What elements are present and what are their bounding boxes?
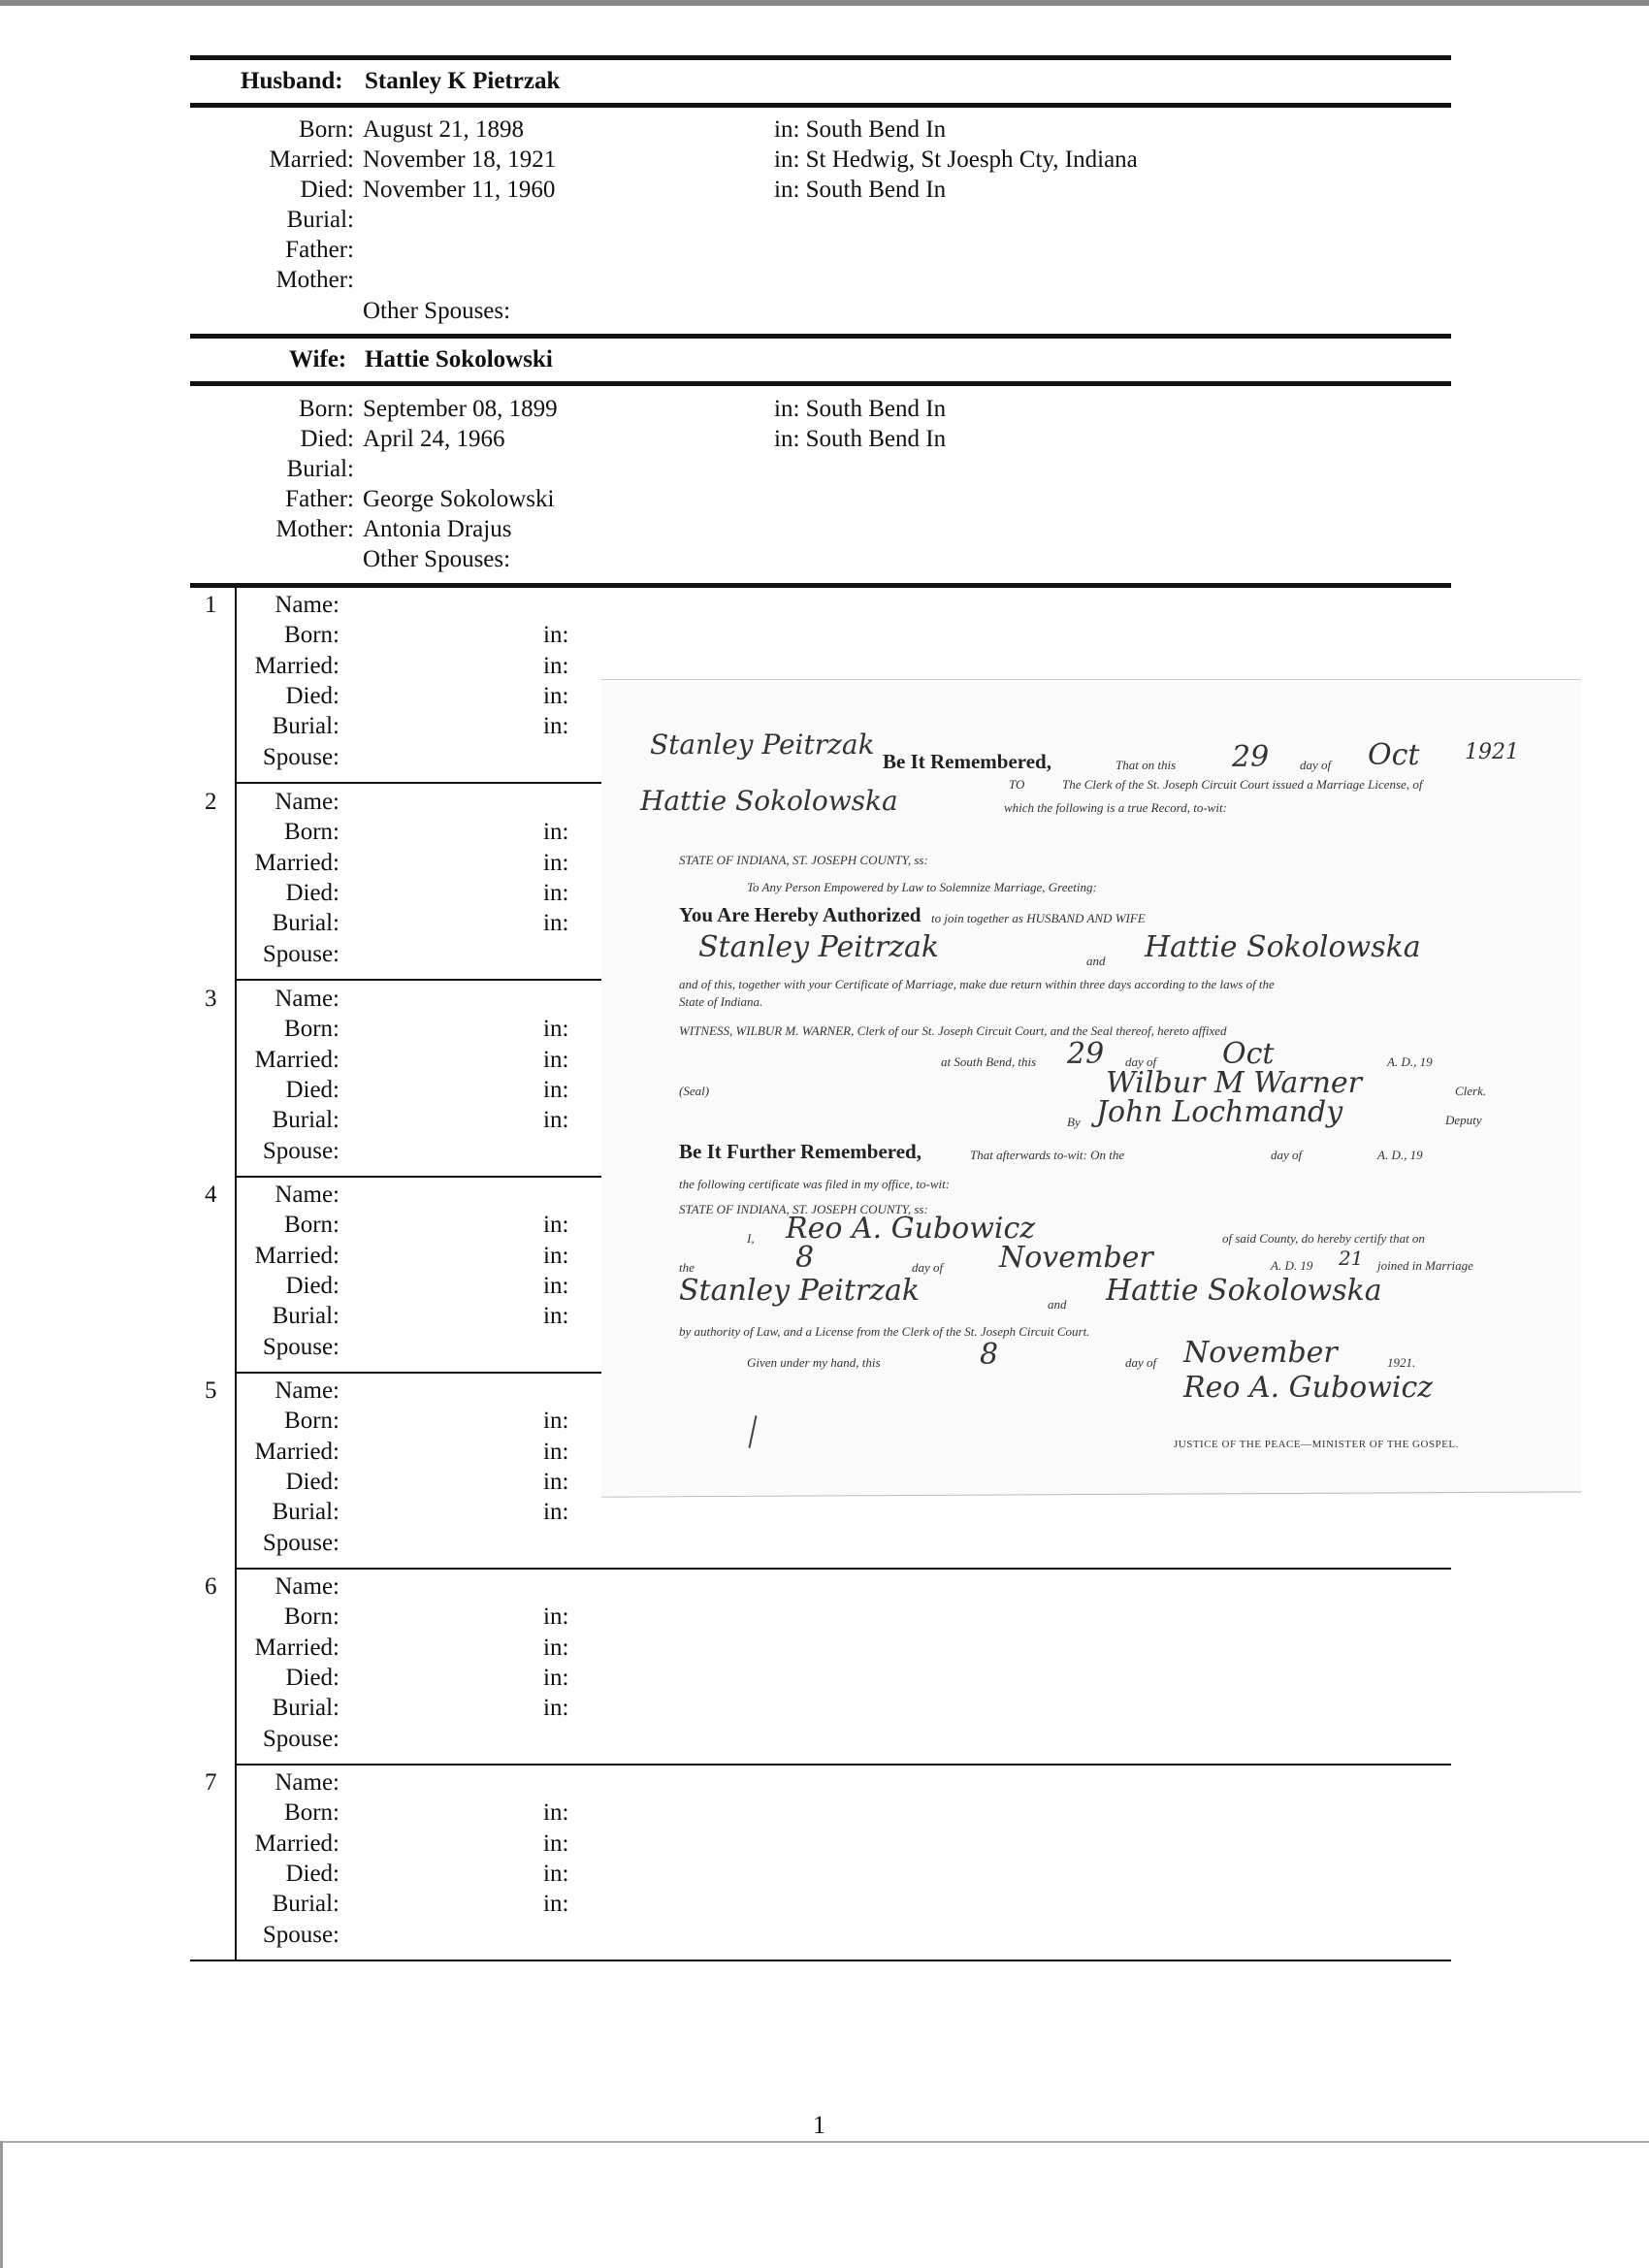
- child-spouse-label: Spouse:: [262, 1725, 340, 1752]
- wife-died-place: in: South Bend In: [774, 426, 947, 452]
- husband-burial-label: Burial:: [286, 207, 354, 233]
- child-married-label: Married:: [254, 1242, 340, 1269]
- child-number: 4: [205, 1182, 217, 1208]
- child-born-in-label: in:: [543, 1212, 569, 1239]
- child-married-in-label: in:: [543, 1242, 569, 1269]
- child-block-rule: [235, 1568, 1451, 1570]
- marriage-certificate: [601, 679, 1581, 1495]
- husband-top-rule: [190, 55, 1451, 60]
- child-married-in-label: in:: [543, 1634, 569, 1661]
- child-burial-label: Burial:: [272, 1695, 340, 1722]
- cert-ad-2: A. D. 19: [1271, 1258, 1313, 1273]
- child-died-in-label: in:: [543, 1468, 569, 1495]
- child-died-in-label: in:: [543, 1860, 569, 1887]
- child-married-label: Married:: [254, 652, 340, 679]
- cert-day-of: day of: [1300, 758, 1332, 772]
- child-spouse-label: Spouse:: [262, 1333, 340, 1360]
- scan-bottom-edge: [0, 2141, 1649, 2143]
- child-married-in-label: in:: [543, 1438, 569, 1465]
- child-block-rule: [235, 1764, 1451, 1766]
- husband-name: Stanley K Pietrzak: [365, 68, 561, 94]
- husband-other-spouses-label: Other Spouses:: [363, 298, 511, 324]
- cert-state-2: STATE OF INDIANA, ST. JOSEPH COUNTY, ss:: [679, 1202, 928, 1216]
- child-name-label: Name:: [275, 986, 340, 1012]
- cert-hand-day3: 8: [980, 1338, 999, 1372]
- cert-and-2: and: [1048, 1297, 1067, 1312]
- wife-label: Wife:: [289, 346, 347, 373]
- child-number: 5: [205, 1377, 217, 1404]
- husband-married-label: Married:: [269, 146, 354, 173]
- child-born-label: Born:: [284, 1212, 340, 1239]
- child-married-in-label: in:: [543, 1046, 569, 1073]
- child-married-label: Married:: [254, 849, 340, 876]
- child-spouse-label: Spouse:: [262, 940, 340, 967]
- child-born-label: Born:: [284, 1016, 340, 1043]
- child-died-label: Died:: [285, 1468, 340, 1495]
- child-died-in-label: in:: [543, 1076, 569, 1103]
- child-died-in-label: in:: [543, 1664, 569, 1691]
- child-name-label: Name:: [275, 1182, 340, 1208]
- child-born-label: Born:: [284, 1799, 340, 1827]
- child-died-label: Died:: [285, 682, 340, 709]
- cert-hand-minister-sig: Reo A. Gubowicz: [1183, 1371, 1434, 1405]
- child-died-label: Died:: [285, 1272, 340, 1299]
- wife-bottom-rule: [190, 381, 1451, 386]
- husband-died: November 11, 1960: [363, 177, 556, 203]
- child-burial-label: Burial:: [272, 910, 340, 937]
- husband-married: November 18, 1921: [363, 146, 557, 173]
- child-born-label: Born:: [284, 622, 340, 649]
- husband-born: August 21, 1898: [363, 116, 524, 143]
- cert-further-b: That afterwards to-wit: On the: [970, 1148, 1125, 1162]
- child-burial-label: Burial:: [272, 1107, 340, 1134]
- child-married-in-label: in:: [543, 652, 569, 679]
- child-name-label: Name:: [275, 1769, 340, 1796]
- child-born-in-label: in:: [543, 819, 569, 846]
- cert-deputy: Deputy: [1445, 1113, 1482, 1127]
- child-burial-in-label: in:: [543, 1499, 569, 1526]
- cert-true-record: which the following is a true Record, to-wit:: [1004, 800, 1227, 815]
- child-born-in-label: in:: [543, 1799, 569, 1827]
- wife-father: George Sokolowski: [363, 486, 555, 512]
- child-died-label: Died:: [285, 1664, 340, 1691]
- cert-by: By: [1067, 1115, 1081, 1129]
- cert-authority: by authority of Law, and a License from the Clerk of the St. Joseph Circuit Court.: [679, 1324, 1090, 1339]
- cert-justice: JUSTICE OF THE PEACE—MINISTER OF THE GOSPEL.: [1174, 1439, 1459, 1450]
- child-born-label: Born:: [284, 1408, 340, 1435]
- wife-born-place: in: South Bend In: [774, 396, 947, 422]
- child-spouse-label: Spouse:: [262, 743, 340, 770]
- wife-burial-label: Burial:: [286, 456, 354, 482]
- wife-name: Hattie Sokolowski: [365, 346, 553, 373]
- child-burial-in-label: in:: [543, 713, 569, 740]
- cert-and: and: [1086, 954, 1106, 968]
- wife-father-label: Father:: [285, 486, 354, 512]
- cert-the: the: [679, 1260, 695, 1275]
- child-born-in-label: in:: [543, 1016, 569, 1043]
- wife-mother-label: Mother:: [275, 516, 354, 542]
- child-number: 2: [205, 789, 217, 815]
- child-number: 7: [205, 1769, 217, 1796]
- child-married-label: Married:: [254, 1438, 340, 1465]
- cert-state-1: STATE OF INDIANA, ST. JOSEPH COUNTY, ss:: [679, 853, 928, 867]
- child-died-label: Died:: [285, 1076, 340, 1103]
- cert-clerk: Clerk.: [1455, 1084, 1487, 1098]
- cert-day1: 29: [1232, 740, 1270, 774]
- child-born-label: Born:: [284, 819, 340, 846]
- child-born-label: Born:: [284, 1604, 340, 1631]
- child-married-label: Married:: [254, 1830, 340, 1857]
- cert-hand-year2: 21: [1339, 1247, 1364, 1270]
- wife-other-spouses-label: Other Spouses:: [363, 546, 511, 572]
- child-burial-label: Burial:: [272, 1303, 340, 1330]
- cert-authorized: You Are Hereby Authorized: [679, 903, 922, 926]
- cert-i: I,: [747, 1231, 755, 1246]
- child-number: 1: [205, 592, 217, 618]
- cert-at-south-bend: at South Bend, this: [941, 1054, 1037, 1069]
- cert-hand-clerk: Wilbur M Warner: [1106, 1066, 1363, 1100]
- wife-top-rule: [190, 334, 1451, 339]
- wife-mother: Antonia Drajus: [363, 516, 512, 542]
- cert-month-clerk: Oct: [1222, 1037, 1275, 1071]
- cert-hand-groom: Stanley Peitrzak: [698, 930, 940, 964]
- husband-father-label: Father:: [285, 237, 354, 263]
- child-name-label: Name:: [275, 1377, 340, 1404]
- cert-day-of-clerk: day of: [1125, 1054, 1157, 1069]
- scan-left-edge: [0, 2141, 3, 2268]
- child-spouse-label: Spouse:: [262, 1529, 340, 1556]
- cert-further-d: A. D., 19: [1377, 1148, 1423, 1162]
- cert-further: Be It Further Remembered,: [679, 1140, 922, 1163]
- cert-hand-bride-top: Hattie Sokolowska: [640, 785, 898, 817]
- cert-clerk-issued: The Clerk of the St. Joseph Circuit Court issued a Marriage License, of: [1062, 777, 1423, 792]
- child-burial-label: Burial:: [272, 713, 340, 740]
- child-name-label: Name:: [275, 1573, 340, 1600]
- child-married-label: Married:: [254, 1046, 340, 1073]
- cert-given: Given under my hand, this: [747, 1355, 881, 1370]
- child-name-label: Name:: [275, 592, 340, 618]
- child-born-in-label: in:: [543, 1604, 569, 1631]
- cert-certify: of said County, do hereby certify that on: [1222, 1231, 1425, 1246]
- cert-join-together: to join together as HUSBAND AND WIFE: [931, 911, 1146, 925]
- cert-hand-bride: Hattie Sokolowska: [1145, 930, 1421, 964]
- child-married-in-label: in:: [543, 849, 569, 876]
- child-died-label: Died:: [285, 879, 340, 906]
- husband-bottom-rule: [190, 103, 1451, 108]
- cert-hand-month3: November: [1183, 1336, 1338, 1370]
- child-burial-label: Burial:: [272, 1891, 340, 1918]
- cert-hand-bride-2: Hattie Sokolowska: [1106, 1274, 1382, 1308]
- page-number: 1: [813, 2111, 825, 2139]
- cert-hand-minister: Reo A. Gubowicz: [786, 1212, 1036, 1246]
- cert-hand-groom-2: Stanley Peitrzak: [679, 1274, 921, 1308]
- child-burial-in-label: in:: [543, 1891, 569, 1918]
- husband-married-place: in: St Hedwig, St Joesph Cty, Indiana: [774, 146, 1138, 173]
- child-name-label: Name:: [275, 789, 340, 815]
- husband-died-label: Died:: [300, 177, 354, 203]
- child-number: 3: [205, 986, 217, 1012]
- child-spouse-label: Spouse:: [262, 1137, 340, 1164]
- cert-hand-groom-top: Stanley Peitrzak: [650, 729, 875, 761]
- child-burial-label: Burial:: [272, 1499, 340, 1526]
- cert-be-it-remembered: Be It Remembered,: [883, 750, 1051, 773]
- cert-greeting: To Any Person Empowered by Law to Solemnize Marriage, Greeting:: [747, 880, 1097, 894]
- wife-born-label: Born:: [299, 396, 354, 422]
- cert-day-clerk: 29: [1067, 1037, 1105, 1071]
- cert-year1: 1921: [1465, 740, 1519, 764]
- cert-to: TO: [1009, 777, 1025, 792]
- child-burial-in-label: in:: [543, 910, 569, 937]
- cert-that-on-this: That on this: [1116, 758, 1177, 772]
- child-died-in-label: in:: [543, 1272, 569, 1299]
- cert-ad: A. D., 19: [1387, 1054, 1433, 1069]
- cert-day-of-2: day of: [912, 1260, 944, 1275]
- cert-month1: Oct: [1368, 738, 1420, 772]
- child-burial-in-label: in:: [543, 1303, 569, 1330]
- husband-born-label: Born:: [299, 116, 354, 143]
- child-born-in-label: in:: [543, 622, 569, 649]
- cert-further-c: day of: [1271, 1148, 1303, 1162]
- children-top-rule: [190, 583, 1451, 588]
- child-number: 6: [205, 1573, 217, 1600]
- cert-seal: (Seal): [679, 1084, 710, 1098]
- husband-mother-label: Mother:: [275, 267, 354, 293]
- cert-joined: joined in Marriage: [1377, 1258, 1473, 1273]
- cert-hand-day2: 8: [795, 1241, 815, 1275]
- wife-died: April 24, 1966: [363, 426, 505, 452]
- child-block-rule: [190, 1960, 1451, 1961]
- child-died-in-label: in:: [543, 682, 569, 709]
- husband-label: Husband:: [241, 68, 343, 94]
- husband-died-place: in: South Bend In: [774, 177, 947, 203]
- wife-died-label: Died:: [300, 426, 354, 452]
- child-born-in-label: in:: [543, 1408, 569, 1435]
- cert-hand-month2: November: [999, 1241, 1153, 1275]
- child-married-in-label: in:: [543, 1830, 569, 1857]
- child-burial-in-label: in:: [543, 1107, 569, 1134]
- husband-born-place: in: South Bend In: [774, 116, 947, 143]
- wife-born: September 08, 1899: [363, 396, 558, 422]
- child-died-label: Died:: [285, 1860, 340, 1887]
- cert-state-of-indiana: State of Indiana.: [679, 994, 763, 1009]
- child-spouse-label: Spouse:: [262, 1921, 340, 1948]
- cert-day-of-3: day of: [1125, 1355, 1157, 1370]
- cert-return: and of this, together with your Certificate of Marriage, make due return within three days according to the laws of the: [679, 977, 1275, 991]
- child-burial-in-label: in:: [543, 1695, 569, 1722]
- child-married-label: Married:: [254, 1634, 340, 1661]
- cert-witness: WITNESS, WILBUR M. WARNER, Clerk of our St. Joseph Circuit Court, and the Seal thereof, hereto affixed: [679, 1023, 1227, 1038]
- cert-year3: 1921.: [1387, 1355, 1416, 1370]
- cert-hand-deputy: John Lochmandy: [1096, 1095, 1343, 1129]
- cert-pen-mark: [748, 1415, 757, 1448]
- cert-filed: the following certificate was filed in my office, to-wit:: [679, 1177, 951, 1191]
- scan-top-edge: [0, 0, 1649, 6]
- child-died-in-label: in:: [543, 879, 569, 906]
